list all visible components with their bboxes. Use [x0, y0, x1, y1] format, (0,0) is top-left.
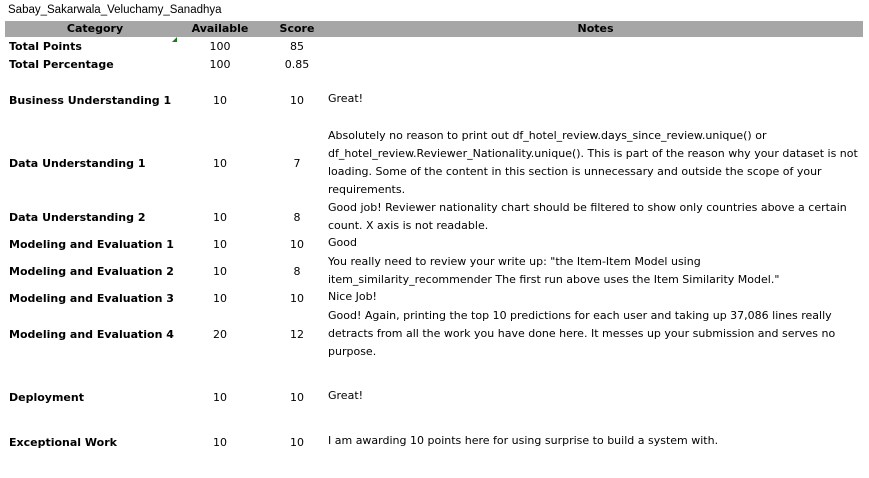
- comment-indicator-icon: [172, 37, 177, 42]
- available-cell[interactable]: 10: [213, 391, 227, 404]
- category-cell[interactable]: Modeling and Evaluation 1: [9, 238, 174, 251]
- score-cell[interactable]: 8: [293, 211, 301, 224]
- available-cell[interactable]: 20: [213, 328, 227, 341]
- notes-cell[interactable]: [328, 127, 863, 199]
- score-cell[interactable]: 10: [290, 292, 304, 305]
- note-line: Great!: [328, 389, 364, 402]
- notes-cell[interactable]: [328, 432, 863, 450]
- note-line: purpose.: [328, 345, 377, 358]
- score-cell[interactable]: 10: [290, 391, 304, 404]
- available-cell[interactable]: 10: [213, 211, 227, 224]
- score-cell[interactable]: 0.85: [284, 58, 310, 71]
- category-cell[interactable]: Total Points: [9, 40, 82, 53]
- header-row: [5, 21, 863, 37]
- available-cell[interactable]: 100: [209, 40, 231, 53]
- note-line: Nice Job!: [328, 290, 377, 303]
- note-line: You really need to review your write up: "the Item-Item Model using: [328, 255, 701, 268]
- score-cell[interactable]: 85: [290, 40, 304, 53]
- notes-cell[interactable]: [328, 253, 863, 289]
- note-line: item_similarity_recommender The first run above uses the Item Similarity Model.": [328, 273, 780, 286]
- note-line: Good: [328, 236, 357, 249]
- category-cell[interactable]: Business Understanding 1: [9, 94, 172, 107]
- header-notes[interactable]: Notes: [577, 22, 614, 35]
- notes-cell[interactable]: [328, 387, 863, 405]
- header-category[interactable]: Category: [66, 22, 124, 35]
- notes-cell[interactable]: [328, 288, 863, 306]
- note-line: Great!: [328, 92, 364, 105]
- sheet-title[interactable]: Sabay_Sakarwala_Veluchamy_Sanadhya: [8, 4, 222, 16]
- notes-cell[interactable]: [328, 234, 863, 252]
- notes-cell[interactable]: [328, 199, 863, 235]
- score-cell[interactable]: 8: [293, 265, 301, 278]
- category-cell[interactable]: Total Percentage: [9, 58, 114, 71]
- note-line: requirements.: [328, 183, 406, 196]
- note-line: count. X axis is not readable.: [328, 219, 489, 232]
- available-cell[interactable]: 10: [213, 265, 227, 278]
- note-line: Absolutely no reason to print out df_hotel_review.days_since_review.unique() or: [328, 129, 767, 142]
- category-cell[interactable]: Deployment: [9, 391, 84, 404]
- score-cell[interactable]: 12: [290, 328, 304, 341]
- note-line: Good job! Reviewer nationality chart should be filtered to show only countries above a certain: [328, 201, 847, 214]
- available-cell[interactable]: 10: [213, 292, 227, 305]
- note-line: detracts from all the work you have done here. It messes up your submission and serves no: [328, 327, 836, 340]
- score-cell[interactable]: 10: [290, 238, 304, 251]
- score-cell[interactable]: 10: [290, 436, 304, 449]
- note-line: loading. Some of the content in this section is unnecessary and outside the scope of your: [328, 165, 822, 178]
- notes-cell[interactable]: [328, 307, 863, 361]
- header-available[interactable]: Available: [191, 22, 249, 35]
- available-cell[interactable]: 100: [209, 58, 231, 71]
- header-score[interactable]: Score: [279, 22, 315, 35]
- category-cell[interactable]: Modeling and Evaluation 2: [9, 265, 174, 278]
- category-cell[interactable]: Data Understanding 1: [9, 157, 146, 170]
- category-cell[interactable]: Modeling and Evaluation 4: [9, 328, 174, 341]
- available-cell[interactable]: 10: [213, 436, 227, 449]
- score-cell[interactable]: 10: [290, 94, 304, 107]
- available-cell[interactable]: 10: [213, 238, 227, 251]
- available-cell[interactable]: 10: [213, 157, 227, 170]
- note-line: Good! Again, printing the top 10 predictions for each user and taking up 37,086 lines really: [328, 309, 832, 322]
- category-cell[interactable]: Exceptional Work: [9, 436, 117, 449]
- score-cell[interactable]: 7: [293, 157, 301, 170]
- note-line: df_hotel_review.Reviewer_Nationality.unique(). This is part of the reason why your dataset is not: [328, 147, 858, 160]
- category-cell[interactable]: Data Understanding 2: [9, 211, 146, 224]
- available-cell[interactable]: 10: [213, 94, 227, 107]
- category-cell[interactable]: Modeling and Evaluation 3: [9, 292, 174, 305]
- note-line: I am awarding 10 points here for using surprise to build a system with.: [328, 434, 719, 447]
- notes-cell[interactable]: [328, 90, 863, 108]
